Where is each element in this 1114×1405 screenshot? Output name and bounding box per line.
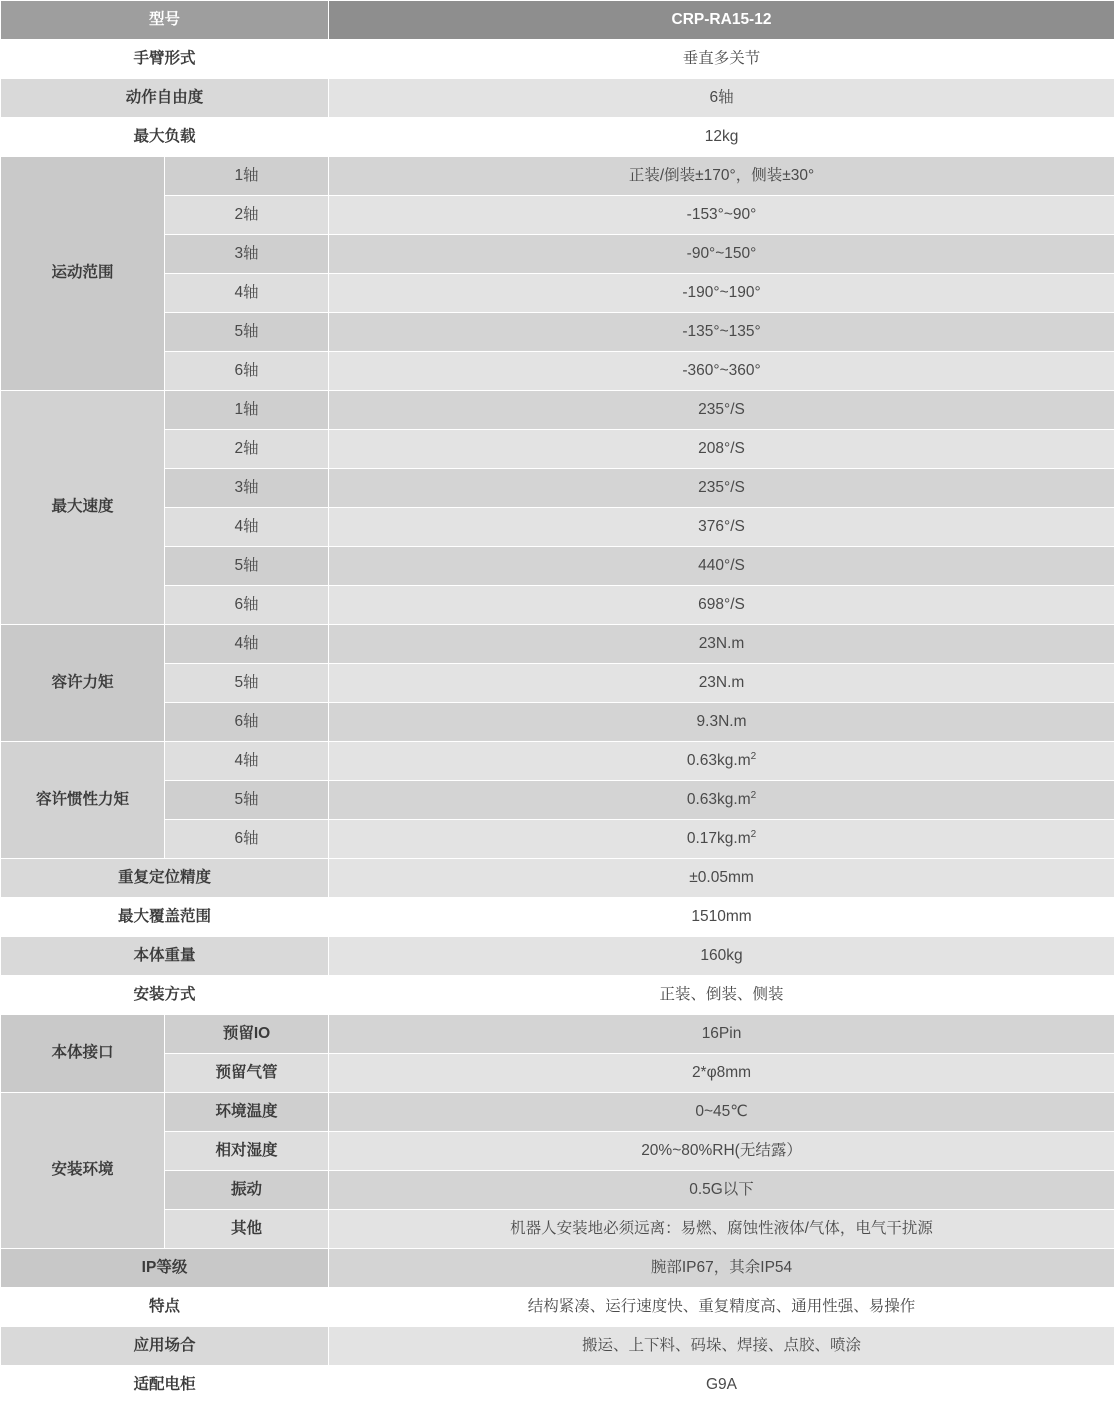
axis-value: 235°/S	[329, 391, 1114, 430]
row-value: ±0.05mm	[329, 859, 1114, 898]
axis-value: 376°/S	[329, 508, 1114, 547]
env-name: 环境温度	[165, 1093, 329, 1132]
table-row	[1, 313, 1114, 352]
axis-value: -135°~135°	[329, 313, 1114, 352]
axis-value: -90°~150°	[329, 235, 1114, 274]
axis-label: 6轴	[165, 820, 329, 859]
table-row	[1, 1015, 1114, 1054]
axis-label: 2轴	[165, 196, 329, 235]
table-row	[1, 274, 1114, 313]
axis-value: 440°/S	[329, 547, 1114, 586]
axis-label: 5轴	[165, 781, 329, 820]
axis-value: 9.3N.m	[329, 703, 1114, 742]
table-row	[1, 625, 1114, 664]
row-label: 重复定位精度	[1, 859, 329, 898]
env-name: 振动	[165, 1171, 329, 1210]
env-value: 0.5G以下	[329, 1171, 1114, 1210]
table-row	[1, 820, 1114, 859]
axis-label: 3轴	[165, 235, 329, 274]
row-label: IP等级	[1, 1249, 329, 1288]
axis-label: 1轴	[165, 157, 329, 196]
row-value: G9A	[329, 1366, 1114, 1405]
table-row	[1, 859, 1114, 898]
table-header-row	[1, 1, 1114, 40]
group-label-install-environment: 安装环境	[1, 1093, 165, 1249]
header-model-value: CRP-RA15-12	[329, 1, 1114, 40]
axis-value-text: 0.63kg.m	[687, 752, 751, 769]
row-value: 搬运、上下料、码垛、焊接、点胶、喷涂	[329, 1327, 1114, 1366]
table-row	[1, 1171, 1114, 1210]
axis-value: 23N.m	[329, 664, 1114, 703]
table-row	[1, 1132, 1114, 1171]
axis-label: 3轴	[165, 469, 329, 508]
axis-value-exponent: 2	[751, 829, 757, 840]
table-row	[1, 937, 1114, 976]
axis-value-text: 0.17kg.m	[687, 830, 751, 847]
table-row	[1, 469, 1114, 508]
row-label: 动作自由度	[1, 79, 329, 118]
table-row	[1, 430, 1114, 469]
table-row	[1, 742, 1114, 781]
axis-value-exponent: 2	[751, 751, 757, 762]
interface-value: 16Pin	[329, 1015, 1114, 1054]
row-value: 12kg	[329, 118, 1114, 157]
row-label: 应用场合	[1, 1327, 329, 1366]
row-value: 6轴	[329, 79, 1114, 118]
axis-label: 5轴	[165, 664, 329, 703]
env-name: 相对湿度	[165, 1132, 329, 1171]
axis-value	[329, 742, 1114, 781]
row-value: 腕部IP67，其余IP54	[329, 1249, 1114, 1288]
env-value: 0~45℃	[329, 1093, 1114, 1132]
table-row	[1, 976, 1114, 1015]
axis-label: 6轴	[165, 703, 329, 742]
row-label: 特点	[1, 1288, 329, 1327]
axis-label: 6轴	[165, 586, 329, 625]
table-row	[1, 1366, 1114, 1405]
table-row	[1, 586, 1114, 625]
table-row	[1, 1210, 1114, 1249]
axis-value-text: 0.63kg.m	[687, 791, 751, 808]
axis-value: -153°~90°	[329, 196, 1114, 235]
axis-value: 23N.m	[329, 625, 1114, 664]
row-label: 手臂形式	[1, 40, 329, 79]
axis-value: 208°/S	[329, 430, 1114, 469]
axis-value	[329, 781, 1114, 820]
table-row	[1, 196, 1114, 235]
axis-value: 698°/S	[329, 586, 1114, 625]
row-value: 160kg	[329, 937, 1114, 976]
axis-label: 4轴	[165, 742, 329, 781]
row-label: 本体重量	[1, 937, 329, 976]
group-label-body-interface: 本体接口	[1, 1015, 165, 1093]
interface-name: 预留IO	[165, 1015, 329, 1054]
axis-value	[329, 820, 1114, 859]
axis-label: 4轴	[165, 508, 329, 547]
row-value: 正装、倒装、侧装	[329, 976, 1114, 1015]
interface-name: 预留气管	[165, 1054, 329, 1093]
axis-label: 6轴	[165, 352, 329, 391]
group-label-allowable-inertia: 容许惯性力矩	[1, 742, 165, 859]
table-row	[1, 352, 1114, 391]
table-row	[1, 391, 1114, 430]
row-label: 安装方式	[1, 976, 329, 1015]
table-row	[1, 547, 1114, 586]
table-row	[1, 79, 1114, 118]
axis-label: 2轴	[165, 430, 329, 469]
table-row	[1, 703, 1114, 742]
table-row	[1, 157, 1114, 196]
table-row	[1, 40, 1114, 79]
row-value: 结构紧凑、运行速度快、重复精度高、通用性强、易操作	[329, 1288, 1114, 1327]
axis-value: -360°~360°	[329, 352, 1114, 391]
group-label-motion-range: 运动范围	[1, 157, 165, 391]
header-model-label: 型号	[1, 1, 329, 40]
env-name: 其他	[165, 1210, 329, 1249]
table-row	[1, 508, 1114, 547]
row-label: 适配电柜	[1, 1366, 329, 1405]
axis-value-exponent: 2	[751, 790, 757, 801]
table-row	[1, 1093, 1114, 1132]
group-label-max-speed: 最大速度	[1, 391, 165, 625]
env-value: 机器人安装地必须远离：易燃、腐蚀性液体/气体，电气干扰源	[329, 1210, 1114, 1249]
row-value: 1510mm	[329, 898, 1114, 937]
group-label-allowable-torque: 容许力矩	[1, 625, 165, 742]
env-value: 20%~80%RH(无结露）	[329, 1132, 1114, 1171]
axis-label: 4轴	[165, 274, 329, 313]
row-label: 最大负载	[1, 118, 329, 157]
axis-label: 1轴	[165, 391, 329, 430]
table-row	[1, 118, 1114, 157]
row-value: 垂直多关节	[329, 40, 1114, 79]
table-row	[1, 781, 1114, 820]
table-row	[1, 1054, 1114, 1093]
axis-label: 5轴	[165, 547, 329, 586]
axis-value: 正装/倒装±170°，侧装±30°	[329, 157, 1114, 196]
table-row	[1, 898, 1114, 937]
axis-label: 4轴	[165, 625, 329, 664]
table-row	[1, 1249, 1114, 1288]
interface-value: 2*φ8mm	[329, 1054, 1114, 1093]
table-row	[1, 664, 1114, 703]
row-label: 最大覆盖范围	[1, 898, 329, 937]
table-row	[1, 1327, 1114, 1366]
table-row	[1, 1288, 1114, 1327]
table-row	[1, 235, 1114, 274]
axis-value: 235°/S	[329, 469, 1114, 508]
axis-value: -190°~190°	[329, 274, 1114, 313]
axis-label: 5轴	[165, 313, 329, 352]
